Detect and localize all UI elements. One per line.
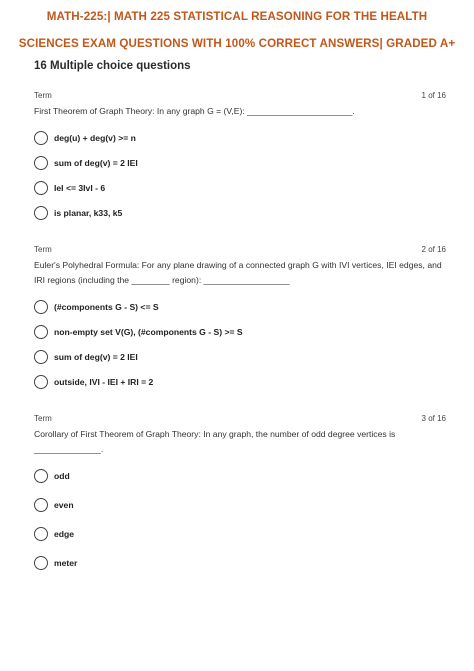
document-header bbox=[0, 10, 474, 50]
radio-button[interactable] bbox=[34, 498, 48, 512]
section-subtitle: 16 Multiple choice questions bbox=[34, 60, 191, 72]
question-counter: 1 of 16 bbox=[421, 91, 446, 100]
question-text: Euler's Polyhedral Formula: For any plane drawing of a connected graph G with IVI vertices, IEI edges, and IRI regions (including the ________ region): __________________ bbox=[34, 260, 442, 285]
radio-button[interactable] bbox=[34, 156, 48, 170]
question-text: Corollary of First Theorem of Graph Theory: In any graph, the number of odd degree vertices is ______________. bbox=[34, 429, 396, 454]
answer-option-label: non-empty set V(G), (#components G - S) >= S bbox=[54, 327, 243, 337]
radio-button[interactable] bbox=[34, 181, 48, 195]
question-card-3 bbox=[34, 414, 446, 570]
question-text: First Theorem of Graph Theory: In any graph G = (V,E): ______________________. bbox=[34, 106, 355, 116]
question-card-2 bbox=[34, 245, 446, 389]
answer-option-label: outside, IVI - IEI + IRI = 2 bbox=[54, 377, 154, 387]
answer-option-label: even bbox=[54, 500, 74, 510]
term-label: Term bbox=[34, 245, 52, 254]
answer-option-label: deg(u) + deg(v) >= n bbox=[54, 133, 136, 143]
question-counter: 3 of 16 bbox=[421, 414, 446, 423]
radio-button[interactable] bbox=[34, 300, 48, 314]
term-label: Term bbox=[34, 91, 52, 100]
radio-button[interactable] bbox=[34, 325, 48, 339]
radio-button[interactable] bbox=[34, 375, 48, 389]
answer-option-label: (#components G - S) <= S bbox=[54, 302, 159, 312]
answer-option[interactable] bbox=[34, 206, 446, 220]
answer-option-label: IeI <= 3IvI - 6 bbox=[54, 183, 106, 193]
header-title-line-2: SCIENCES EXAM QUESTIONS WITH 100% CORRECT ANSWERS| GRADED A+ bbox=[18, 37, 456, 50]
header-title-line-1: MATH-225:| MATH 225 STATISTICAL REASONING FOR THE HEALTH bbox=[46, 10, 428, 23]
answer-option[interactable] bbox=[34, 556, 446, 570]
answer-option-label: sum of deg(v) = 2 IEI bbox=[54, 158, 138, 168]
answer-option-label: odd bbox=[54, 471, 70, 481]
question-counter: 2 of 16 bbox=[421, 245, 446, 254]
answer-option-label: edge bbox=[54, 529, 75, 539]
answer-option[interactable] bbox=[34, 131, 446, 145]
answer-option[interactable] bbox=[34, 498, 446, 512]
answer-option[interactable] bbox=[34, 469, 446, 483]
radio-button[interactable] bbox=[34, 131, 48, 145]
term-label: Term bbox=[34, 414, 52, 423]
radio-button[interactable] bbox=[34, 469, 48, 483]
answer-option[interactable] bbox=[34, 181, 446, 195]
radio-button[interactable] bbox=[34, 350, 48, 364]
answer-option[interactable] bbox=[34, 325, 446, 339]
answer-option[interactable] bbox=[34, 350, 446, 364]
answer-option-label: meter bbox=[54, 558, 78, 568]
question-card-1 bbox=[34, 91, 446, 220]
radio-button[interactable] bbox=[34, 527, 48, 541]
answer-option[interactable] bbox=[34, 156, 446, 170]
answer-option[interactable] bbox=[34, 527, 446, 541]
answer-option-label: is planar, k33, k5 bbox=[54, 208, 123, 218]
answer-option-label: sum of deg(v) = 2 IEI bbox=[54, 352, 138, 362]
answer-option[interactable] bbox=[34, 300, 446, 314]
radio-button[interactable] bbox=[34, 206, 48, 220]
answer-option[interactable] bbox=[34, 375, 446, 389]
radio-button[interactable] bbox=[34, 556, 48, 570]
